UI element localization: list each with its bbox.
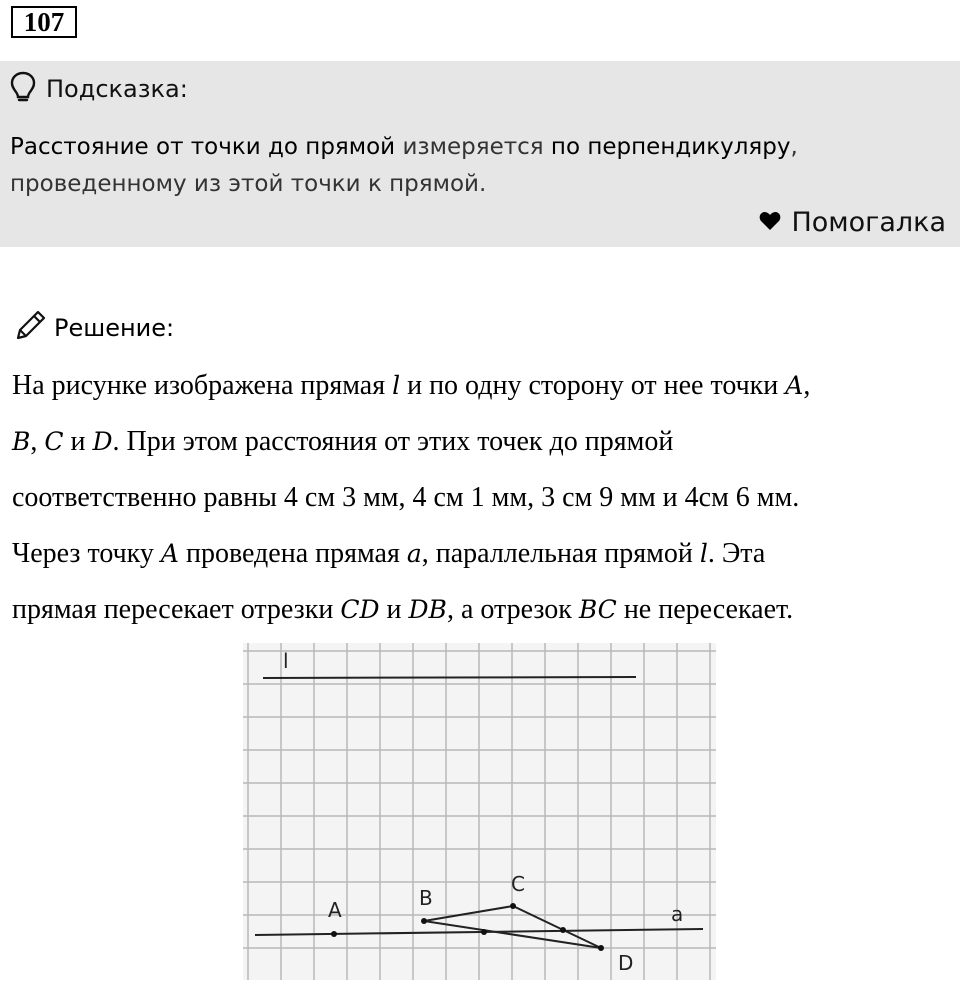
point-D [598,945,604,951]
solution-line-2: B, C и D. При этом расстояния от этих точек до прямой [12,426,674,457]
hint-text-2: измеряется [395,134,551,160]
brand [759,207,946,238]
hint-header [10,71,188,107]
point-B [421,918,427,924]
task-number: 107 [11,6,77,38]
solution-line-1: На рисунке изображена прямая l и по одну сторону от нее точки A, [12,370,811,401]
hint-title: Подсказка: [46,75,188,103]
brand-name: Помогалка [791,207,946,238]
solution-line-4: Через точку A проведена прямая a, параллельная прямой l. Эта [12,538,766,569]
hint-text-4: , [790,134,798,160]
point-A [331,931,337,937]
solution-text [12,358,952,638]
hint-text-bold-1: Расстояние от точки до прямой [10,134,396,160]
label-C: C [511,872,525,896]
segment-BC [424,906,513,921]
point-CD-a [560,927,566,933]
solution-line-3: соответственно равны 4 см 3 мм, 4 см 1 мм, 3 см 9 мм и 4см 6 мм. [12,482,800,513]
hint-text-bold-2: по перпендикуляру [550,134,791,160]
hint-text [10,129,950,203]
solution-line-5: прямая пересекает отрезки CD и DB, а отрезок BC не пересекает. [12,594,794,625]
line-l [263,677,636,678]
label-l: l [283,649,289,673]
figure-photo [243,643,716,980]
hint-text-5: проведенному из этой точки к прямой. [10,171,487,197]
heart-icon [759,207,781,238]
pencil-icon [14,308,48,348]
solution-title: Решение: [54,314,175,342]
solution-header [14,308,174,348]
lightbulb-icon [10,71,36,107]
label-B: B [419,886,433,910]
point-BD-a [481,929,487,935]
hint-box [0,61,960,247]
point-C [510,903,516,909]
label-a: a [671,902,684,926]
figure-svg [243,643,716,980]
label-A: A [328,898,342,922]
label-D: D [618,951,634,975]
